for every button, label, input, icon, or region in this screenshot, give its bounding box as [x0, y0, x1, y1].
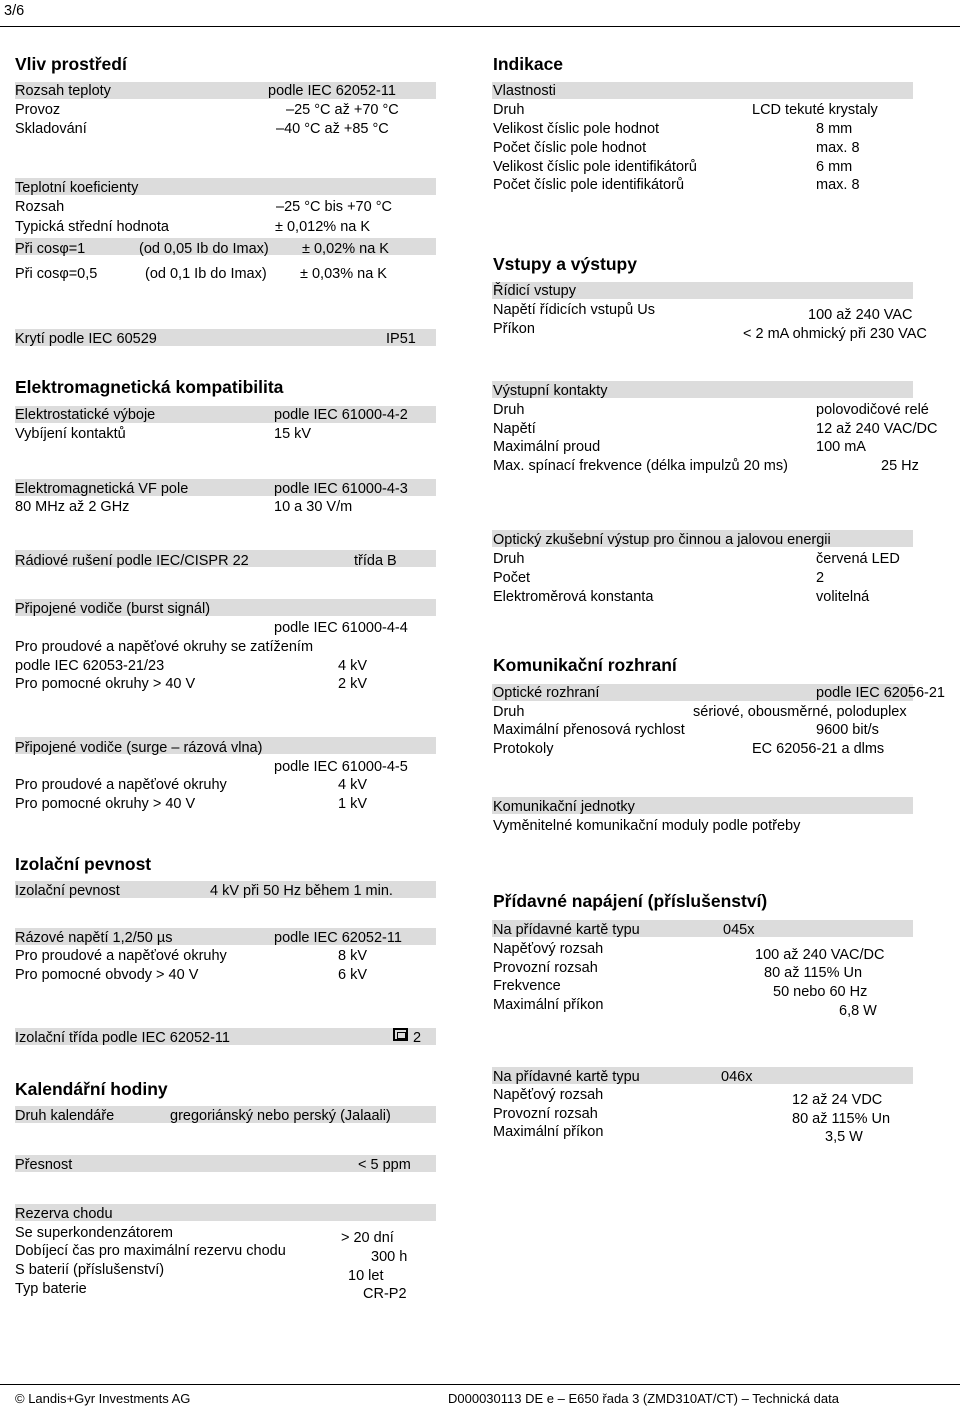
footer-document-id: D000030113 DE e – E650 řada 3 (ZMD310AT/CT) – Technická data	[448, 1391, 839, 1406]
io-title: Vstupy a výstupy	[493, 254, 637, 274]
ip-value: IP51	[386, 331, 416, 347]
clock-title: Kalendářní hodiny	[15, 1079, 168, 1099]
modules-text: Vyměnitelné komunikační moduly podle potřeby	[493, 818, 801, 834]
supercap-label: Se superkondenzátorem	[15, 1225, 173, 1241]
rf-range-value: 10 a 30 V/m	[274, 499, 353, 515]
emc-title: Elektromagnetická kompatibilita	[15, 377, 284, 397]
burst-label: Připojené vodiče (burst signál)	[15, 601, 211, 617]
burst-std: podle IEC 61000-4-4	[274, 620, 408, 636]
out-current-value: 100 mA	[816, 439, 866, 455]
opt-type-label: Druh	[493, 551, 525, 567]
power-label: Příkon	[493, 321, 535, 337]
speed-label: Maximální přenosová rychlost	[493, 722, 685, 738]
card046-label: Na přídavné kartě typu	[493, 1069, 640, 1085]
cos05-cond: (od 0,1 Ib do Imax)	[145, 266, 267, 282]
storage-value: –40 °C až +85 °C	[276, 121, 389, 137]
card045-freq-label: Frekvence	[493, 978, 561, 994]
props-label: Vlastnosti	[493, 83, 556, 99]
card045-label: Na přídavné kartě typu	[493, 922, 640, 938]
digit-size-value: 8 mm	[816, 121, 853, 137]
insulation-value: 4 kV při 50 Hz během 1 min.	[210, 883, 393, 899]
indication-title: Indikace	[493, 54, 564, 74]
cos1-value: ± 0,02% na K	[302, 241, 389, 257]
coef-title: Teplotní koeficienty	[15, 180, 139, 196]
card045-range-label: Provozní rozsah	[493, 960, 598, 976]
esd-value: podle IEC 61000-4-2	[274, 407, 408, 423]
reserve-title: Rezerva chodu	[15, 1206, 113, 1222]
interface-label: Optické rozhraní	[493, 685, 600, 701]
comm-type-value: sériové, obousměrné, poloduplex	[693, 704, 907, 720]
supercap-value: > 20 dní	[341, 1230, 394, 1246]
impulse-cur-value: 8 kV	[338, 948, 368, 964]
control-label: Řídicí vstupy	[493, 283, 576, 299]
impulse-aux-value: 6 kV	[338, 967, 368, 983]
id-size-label: Velikost číslic pole identifikátorů	[493, 159, 697, 175]
radio-value: třída B	[354, 553, 397, 569]
opt-const-value: volitelná	[816, 589, 870, 605]
opt-type-value: červená LED	[816, 551, 900, 567]
card046-voltage-label: Napěťový rozsah	[493, 1087, 604, 1103]
operation-value: –25 °C až +70 °C	[286, 102, 399, 118]
out-freq-value: 25 Hz	[881, 458, 919, 474]
class-label: Izolační třída podle IEC 62052-11	[15, 1030, 230, 1046]
out-type-label: Druh	[493, 402, 525, 418]
opt-count-label: Počet	[493, 570, 531, 586]
typical-value: ± 0,012% na K	[275, 219, 371, 235]
temp-range-label: Rozsah teploty	[15, 83, 111, 99]
surge-l2: Pro pomocné okruhy > 40 V	[15, 796, 196, 812]
surge-v1: 4 kV	[338, 777, 368, 793]
footer-rule	[0, 1384, 960, 1385]
coef-range-label: Rozsah	[15, 199, 65, 215]
display-type-label: Druh	[493, 102, 525, 118]
comm-title: Komunikační rozhraní	[493, 655, 677, 675]
out-current-label: Maximální proud	[493, 439, 601, 455]
opt-const-label: Elektroměrová konstanta	[493, 589, 654, 605]
protocols-label: Protokoly	[493, 741, 554, 757]
charge-label: Dobíjecí čas pro maximální rezervu chodu	[15, 1243, 286, 1259]
rf-label: Elektromagnetická VF pole	[15, 481, 189, 497]
surge-l1: Pro proudové a napěťové okruhy	[15, 777, 227, 793]
id-count-label: Počet číslic pole identifikátorů	[493, 177, 685, 193]
power-value: < 2 mA ohmický při 230 VAC	[743, 326, 927, 342]
card046-value: 046x	[721, 1069, 753, 1085]
rf-range-label: 80 MHz až 2 GHz	[15, 499, 130, 515]
optical-title: Optický zkušební výstup pro činnou a jalovou energii	[493, 532, 831, 548]
impulse-label: Rázové napětí 1,2/50 µs	[15, 930, 173, 946]
id-size-value: 6 mm	[816, 159, 853, 175]
cos1-label: Při cosφ=1	[15, 241, 86, 257]
battery-type-label: Typ baterie	[15, 1281, 87, 1297]
outputs-title: Výstupní kontakty	[493, 383, 608, 399]
header-rule	[0, 26, 960, 27]
burst-v3: 2 kV	[338, 676, 368, 692]
storage-label: Skladování	[15, 121, 87, 137]
impulse-aux-label: Pro pomocné obvody > 40 V	[15, 967, 199, 983]
card045-range-value: 80 až 115% Un	[764, 965, 863, 981]
accuracy-label: Přesnost	[15, 1157, 73, 1173]
id-count-value: max. 8	[816, 177, 860, 193]
out-type-value: polovodičové relé	[816, 402, 929, 418]
insulation-label: Izolační pevnost	[15, 883, 120, 899]
cos05-value: ± 0,03% na K	[300, 266, 387, 282]
burst-l3: Pro pomocné okruhy > 40 V	[15, 676, 196, 692]
control-voltage-label: Napětí řídicích vstupů Us	[493, 302, 655, 318]
rf-value: podle IEC 61000-4-3	[274, 481, 408, 497]
accuracy-value: < 5 ppm	[358, 1157, 411, 1173]
card045-voltage-value: 100 až 240 VAC/DC	[755, 947, 885, 963]
card046-power-label: Maximální příkon	[493, 1124, 604, 1140]
battery-type-value: CR-P2	[363, 1286, 407, 1302]
typical-label: Typická střední hodnota	[15, 219, 169, 235]
aux-title: Přídavné napájení (příslušenství)	[493, 891, 768, 911]
card045-value: 045x	[723, 922, 755, 938]
burst-l1: Pro proudové a napěťové okruhy se zatížením	[15, 639, 314, 655]
ip-label: Krytí podle IEC 60529	[15, 331, 157, 347]
card045-voltage-label: Napěťový rozsah	[493, 941, 604, 957]
speed-value: 9600 bit/s	[816, 722, 879, 738]
digit-count-label: Počet číslic pole hodnot	[493, 140, 647, 156]
card046-range-label: Provozní rozsah	[493, 1106, 598, 1122]
control-voltage-value: 100 až 240 VAC	[808, 307, 913, 323]
battery-value: 10 let	[348, 1268, 384, 1284]
operation-label: Provoz	[15, 102, 61, 118]
card046-range-value: 80 až 115% Un	[792, 1111, 891, 1127]
units-title: Komunikační jednotky	[493, 799, 635, 815]
impulse-cur-label: Pro proudové a napěťové okruhy	[15, 948, 227, 964]
contact-label: Vybíjení kontaktů	[15, 426, 126, 442]
protocols-value: EC 62056-21 a dlms	[752, 741, 885, 757]
esd-label: Elektrostatické výboje	[15, 407, 156, 423]
battery-label: S baterií (příslušenství)	[15, 1262, 165, 1278]
class-value: 2	[413, 1030, 422, 1046]
burst-v2: 4 kV	[338, 658, 368, 674]
digit-size-label: Velikost číslic pole hodnot	[493, 121, 660, 137]
card045-power-value: 6,8 W	[839, 1003, 877, 1019]
display-type-value: LCD tekuté krystaly	[752, 102, 878, 118]
charge-value: 300 h	[371, 1249, 408, 1265]
impulse-value: podle IEC 62052-11	[274, 930, 402, 946]
cos1-cond: (od 0,05 Ib do Imax)	[139, 241, 269, 257]
double-insulation-icon	[393, 1028, 408, 1041]
footer-copyright: © Landis+Gyr Investments AG	[15, 1391, 191, 1406]
burst-l2: podle IEC 62053-21/23	[15, 658, 165, 674]
coef-range-value: –25 °C bis +70 °C	[276, 199, 392, 215]
out-freq-label: Max. spínací frekvence (délka impulzů 20 ms)	[493, 458, 788, 474]
opt-count-value: 2	[816, 570, 825, 586]
env-title: Vliv prostředí	[15, 54, 127, 74]
temp-range-value: podle IEC 62052-11	[268, 83, 396, 99]
card046-voltage-value: 12 až 24 VDC	[792, 1092, 883, 1108]
calendar-label: Druh kalendáře	[15, 1108, 115, 1124]
contact-value: 15 kV	[274, 426, 312, 442]
surge-std: podle IEC 61000-4-5	[274, 759, 408, 775]
card046-power-value: 3,5 W	[825, 1129, 863, 1145]
card045-power-label: Maximální příkon	[493, 997, 604, 1013]
surge-label: Připojené vodiče (surge – rázová vlna)	[15, 740, 263, 756]
digit-count-value: max. 8	[816, 140, 860, 156]
cos05-label: Při cosφ=0,5	[15, 266, 98, 282]
radio-label: Rádiové rušení podle IEC/CISPR 22	[15, 553, 249, 569]
card045-freq-value: 50 nebo 60 Hz	[773, 984, 868, 1000]
surge-v2: 1 kV	[338, 796, 368, 812]
comm-type-label: Druh	[493, 704, 525, 720]
out-voltage-value: 12 až 240 VAC/DC	[816, 421, 938, 437]
calendar-value: gregoriánský nebo perský (Jalaali)	[170, 1108, 391, 1124]
out-voltage-label: Napětí	[493, 421, 536, 437]
interface-value: podle IEC 62056-21	[816, 685, 945, 701]
page-number: 3/6	[4, 3, 25, 19]
insulation-title: Izolační pevnost	[15, 854, 152, 874]
